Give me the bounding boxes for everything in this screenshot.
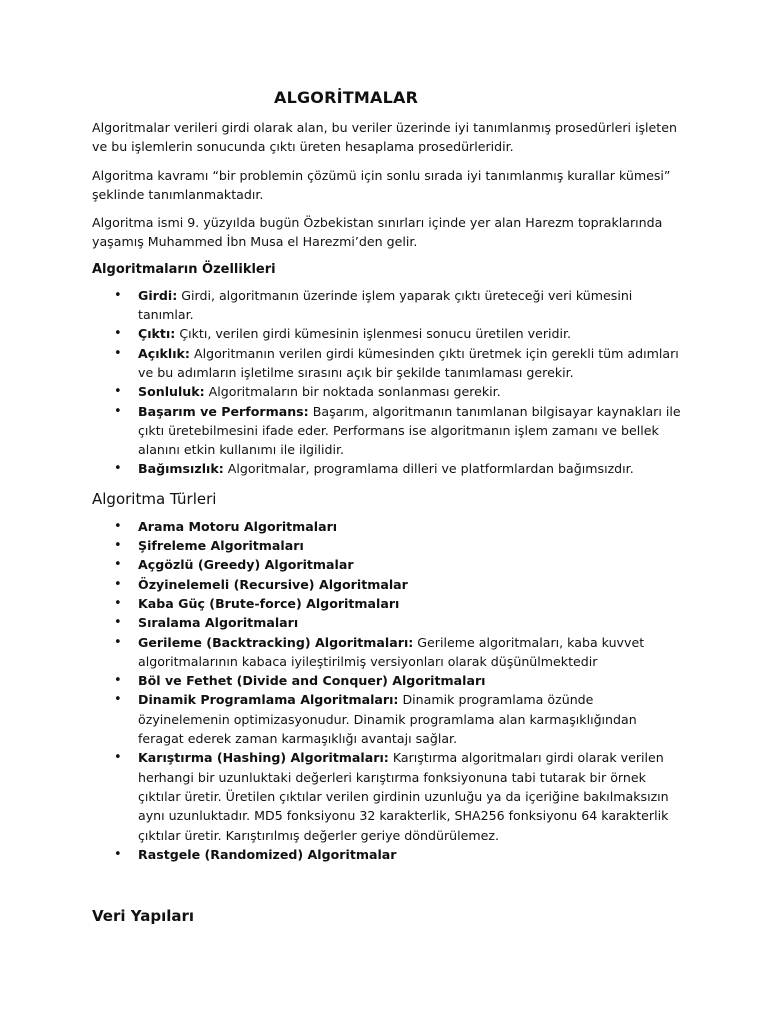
- bullet-icon: •: [114, 384, 122, 400]
- type-item: [114, 613, 682, 632]
- bullet-icon: •: [114, 846, 122, 862]
- type-item: [114, 555, 682, 574]
- type-item: [114, 748, 682, 844]
- type-term: Kaba Güç (Brute-force) Algoritmaları: [138, 595, 400, 611]
- feature-text: Algoritmaların bir noktada sonlanması gerekir.: [204, 384, 501, 400]
- bullet-icon: •: [114, 634, 122, 650]
- document-body: [92, 88, 682, 926]
- bullet-icon: •: [114, 692, 122, 708]
- type-text: Karıştırma algoritmaları girdi olarak verilen herhangi bir uzunluktaki değerleri karıştırma fonksiyonuna tabi tutarak bir örnek çıktılar üretir. Üretilen çıktılar verilen girdinin uzunluğu ya da içeriğine bakılmaksızın aynı uzunluktadır. MD5 fonksiyonu 32 karakterlik, SHA256 fonksiyonu 64 karakterlik çıktılar üretir. Karıştırılmış değerler geriye döndürülemez.: [138, 750, 669, 843]
- types-heading: Algoritma Türleri: [92, 489, 217, 508]
- type-term: Arama Motoru Algoritmaları: [138, 518, 338, 534]
- type-item: [114, 633, 682, 672]
- bullet-icon: •: [114, 557, 122, 573]
- feature-item: [114, 286, 682, 325]
- section-spacer: [92, 864, 682, 906]
- type-term: Karıştırma (Hashing) Algoritmaları:: [138, 750, 389, 766]
- type-term: Özyinelemeli (Recursive) Algoritmalar: [138, 576, 408, 592]
- bullet-icon: •: [114, 287, 122, 303]
- type-term: Dinamik Programlama Algoritmaları:: [138, 692, 399, 708]
- type-item: [114, 671, 682, 690]
- bullet-icon: •: [114, 461, 122, 477]
- feature-item: [114, 382, 682, 401]
- bullet-icon: •: [114, 595, 122, 611]
- paragraph-origin: Algoritma ismi 9. yüzyılda bugün Özbekistan sınırları içinde yer alan Harezm topraklarında yaşamış Muhammed İbn Musa el Harezmi’den gelir.: [92, 215, 663, 250]
- feature-item: [114, 344, 682, 383]
- type-text: Dinamik programlama özünde özyinelemenin optimizasyonudur. Dinamik programlama alan karmaşıklığından feragat ederek zaman karmaşıklığı avantajı sağlar.: [138, 692, 637, 747]
- feature-text: Algoritmalar, programlama dilleri ve platformlardan bağımsızdır.: [223, 461, 634, 477]
- type-text: Gerileme algoritmaları, kaba kuvvet algoritmalarının kabaca iyileştirilmiş versiyonları olarak düşünülmektedir: [138, 634, 645, 669]
- feature-term: Sonluluk:: [138, 384, 205, 400]
- type-term: Gerileme (Backtracking) Algoritmaları:: [138, 634, 414, 650]
- feature-text: Çıktı, verilen girdi kümesinin işlenmesi sonucu üretilen veridir.: [175, 326, 572, 342]
- document-title: ALGORİTMALAR: [274, 88, 419, 107]
- bullet-icon: •: [114, 615, 122, 631]
- type-term: Rastgele (Randomized) Algoritmalar: [138, 846, 397, 862]
- feature-term: Bağımsızlık:: [138, 461, 224, 477]
- feature-item: [114, 459, 682, 478]
- bullet-icon: •: [114, 673, 122, 689]
- feature-term: Çıktı:: [138, 326, 176, 342]
- bullet-icon: •: [114, 750, 122, 766]
- type-term: Şifreleme Algoritmaları: [138, 538, 304, 554]
- features-list: [92, 286, 682, 479]
- type-term: Açgözlü (Greedy) Algoritmalar: [138, 557, 354, 573]
- type-term: Sıralama Algoritmaları: [138, 615, 299, 631]
- type-item: [114, 575, 682, 594]
- type-item: [114, 690, 682, 748]
- bullet-icon: •: [114, 345, 122, 361]
- bullet-icon: •: [114, 518, 122, 534]
- bullet-icon: •: [114, 403, 122, 419]
- feature-term: Girdi:: [138, 287, 178, 303]
- data-structures-heading: Veri Yapıları: [92, 907, 195, 926]
- feature-item: [114, 324, 682, 343]
- feature-term: Açıklık:: [138, 345, 190, 361]
- feature-item: [114, 402, 682, 460]
- feature-text: Girdi, algoritmanın üzerinde işlem yaparak çıktı üreteceği veri kümesini tanımlar.: [138, 287, 633, 323]
- paragraph-definition: Algoritmalar verileri girdi olarak alan, bu veriler üzerinde iyi tanımlanmış prosedürleri işleten ve bu işlemlerin sonucunda çıktı üreten hesaplama prosedürleridir.: [92, 120, 677, 155]
- type-item: [114, 845, 682, 864]
- bullet-icon: •: [114, 576, 122, 592]
- feature-text: Başarım, algoritmanın tanımlanan bilgisayar kaynakları ile çıktı üretebilmesini ifade eder. Performans ise algoritmanın işlem zamanı ve bellek alanını etkin kullanımı ile ilgilidir.: [138, 403, 681, 458]
- type-item: [114, 517, 682, 536]
- type-item: [114, 594, 682, 613]
- types-list: [92, 517, 682, 864]
- feature-term: Başarım ve Performans:: [138, 403, 309, 419]
- feature-text: Algoritmanın verilen girdi kümesinden çıktı üretmek için gerekli tüm adımları ve bu adımların işletilme sırasını açık bir şekilde tanımlaması gerekir.: [138, 345, 679, 380]
- paragraph-concept: Algoritma kavramı “bir problemin çözümü için sonlu sırada iyi tanımlanmış kurallar kümesi” şeklinde tanımlanmaktadır.: [92, 167, 671, 202]
- type-item: [114, 536, 682, 555]
- bullet-icon: •: [114, 538, 122, 554]
- features-heading: Algoritmaların Özellikleri: [92, 261, 276, 277]
- bullet-icon: •: [114, 326, 122, 342]
- type-term: Böl ve Fethet (Divide and Conquer) Algoritmaları: [138, 673, 486, 689]
